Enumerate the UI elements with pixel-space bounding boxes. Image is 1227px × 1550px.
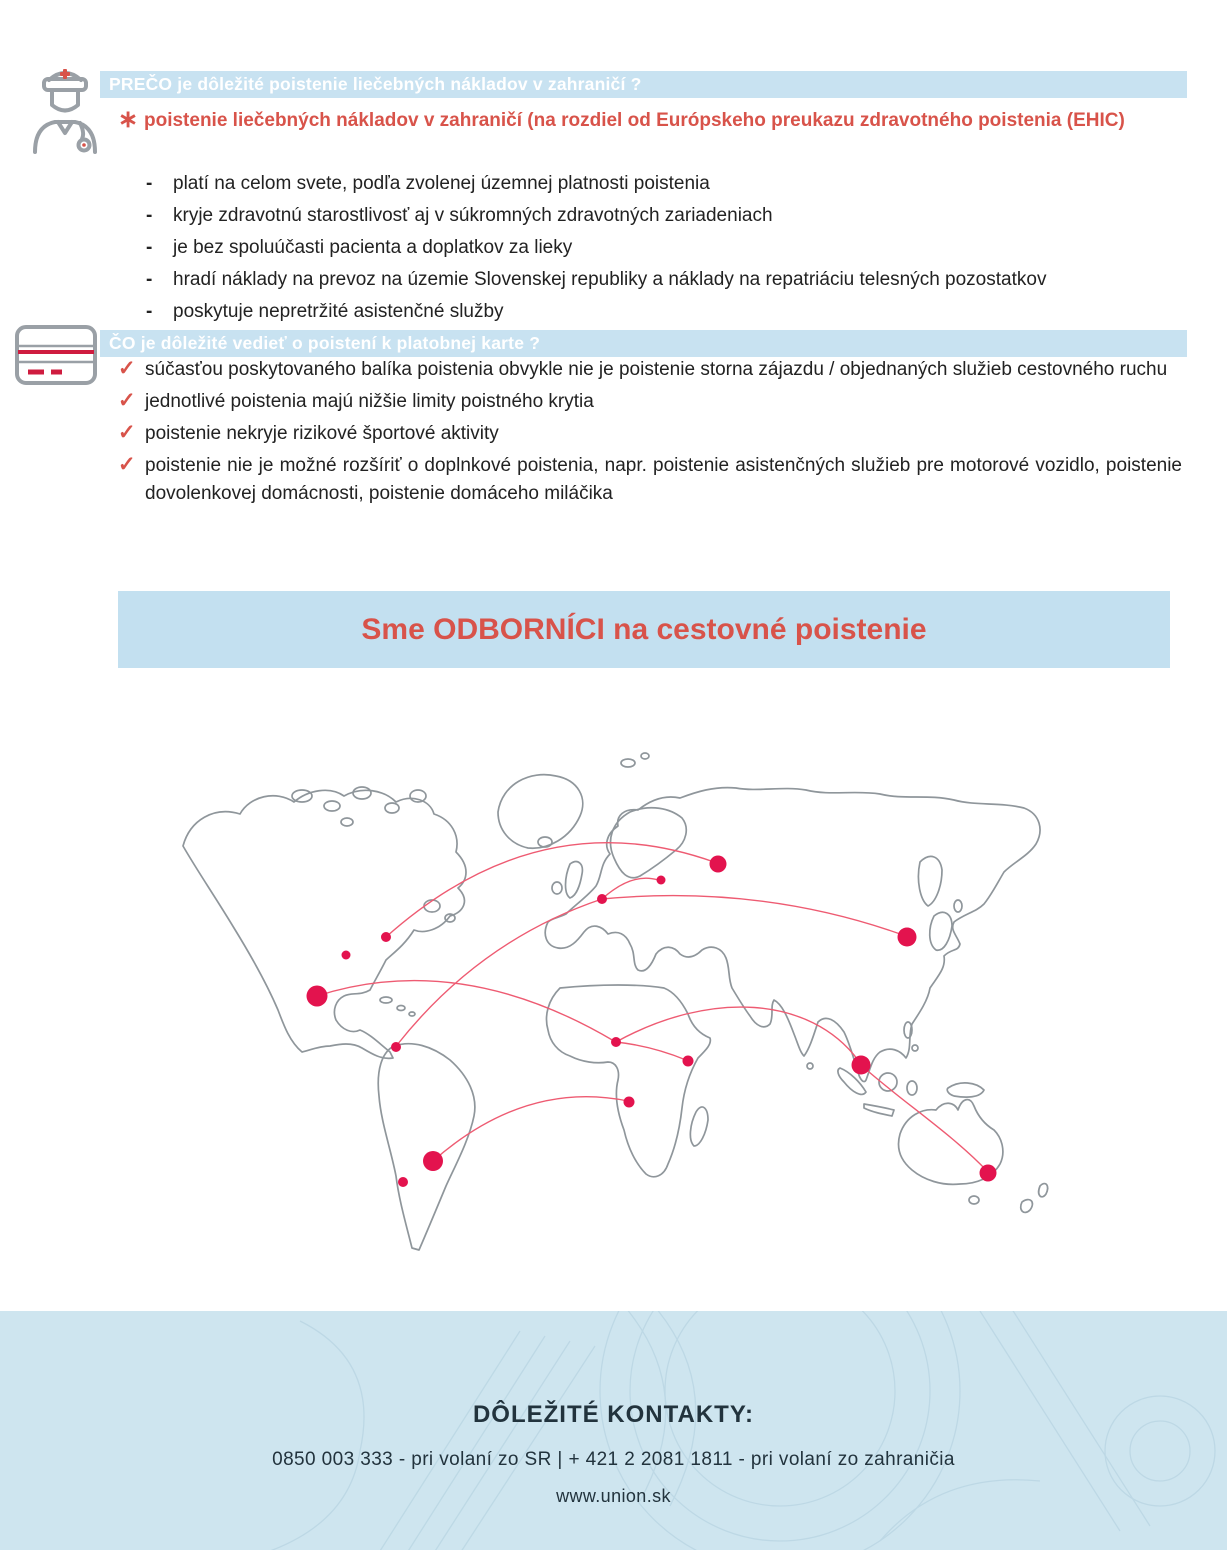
section-header-medical: PREČO je dôležité poistenie liečebných nákladov v zahraničí ? xyxy=(100,71,1187,98)
list-item xyxy=(146,296,1182,328)
destination-dots xyxy=(307,856,997,1188)
checkmark-icon: ✓ xyxy=(118,389,136,412)
medical-benefits-list xyxy=(146,168,1182,328)
section-header-card: ČO je dôležité vedieť o poistení k platobnej karte ? xyxy=(100,330,1187,357)
flight-arcs xyxy=(317,843,987,1171)
list-item xyxy=(146,232,1182,264)
destination-dot xyxy=(597,894,607,904)
destination-dot xyxy=(611,1037,621,1047)
list-item-text: kryje zdravotnú starostlivosť aj v súkromných zdravotných zariadeniach xyxy=(173,205,773,226)
asterisk-bullet-icon: ∗ xyxy=(118,106,139,133)
list-item-text: poskytuje nepretržité asistenčné služby xyxy=(173,301,504,322)
destination-dot xyxy=(980,1165,997,1182)
list-item-text: poistenie nie je možné rozšíriť o doplnkové poistenia, napr. poistenie asistenčných služieb pre motorové vozidlo, poistenie dovolenkovej domácnosti, poistenie domáceho miláčika xyxy=(145,455,1182,504)
dash-bullet-icon: - xyxy=(146,269,153,290)
medical-lead xyxy=(118,107,1182,135)
destination-dot xyxy=(307,986,328,1007)
checkmark-icon: ✓ xyxy=(118,421,136,444)
destination-dot xyxy=(624,1097,635,1108)
world-map xyxy=(150,726,1140,1271)
list-item-text: hradí náklady na prevoz na územie Slovenskej republiky a náklady na repatriáciu telesných pozostatkov xyxy=(173,269,1047,290)
list-item xyxy=(118,452,1182,508)
list-item-text: je bez spoluúčasti pacienta a doplatkov za lieky xyxy=(173,237,573,258)
footer-watermark-pattern xyxy=(0,1311,1227,1550)
credit-card-icon xyxy=(14,324,98,391)
list-item xyxy=(118,388,1182,416)
card-insurance-list xyxy=(118,356,1182,512)
footer-contacts: 0850 003 333 - pri volaní zo SR | + 421 2 2081 1811 - pri volaní zo zahraničia xyxy=(272,1449,955,1470)
checkmark-icon: ✓ xyxy=(118,357,136,380)
list-item xyxy=(118,420,1182,448)
destination-dot xyxy=(898,928,917,947)
destination-dot xyxy=(381,932,391,942)
destination-dot xyxy=(423,1151,443,1171)
destination-dot xyxy=(657,876,666,885)
dash-bullet-icon: - xyxy=(146,205,153,226)
destination-dot xyxy=(391,1042,401,1052)
medical-lead-text: poistenie liečebných nákladov v zahraničí (na rozdiel od Európskeho preukazu zdravotného poistenia (EHIC) xyxy=(144,110,1125,131)
destination-dot xyxy=(710,856,727,873)
dash-bullet-icon: - xyxy=(146,301,153,322)
list-item-text: platí na celom svete, podľa zvolenej územnej platnosti poistenia xyxy=(173,173,710,194)
list-item xyxy=(118,356,1182,384)
list-item xyxy=(146,168,1182,200)
dash-bullet-icon: - xyxy=(146,173,153,194)
dash-bullet-icon: - xyxy=(146,237,153,258)
experts-banner: Sme ODBORNÍCI na cestovné poistenie xyxy=(118,591,1170,668)
doctor-icon xyxy=(27,64,103,161)
destination-dot xyxy=(683,1056,694,1067)
list-item-text: súčasťou poskytovaného balíka poistenia obvykle nie je poistenie storna zájazdu / objednaných služieb cestovného ruchu xyxy=(145,359,1168,380)
list-item xyxy=(146,264,1182,296)
destination-dot xyxy=(342,951,351,960)
list-item-text: jednotlivé poistenia majú nižšie limity poistného krytia xyxy=(145,391,594,412)
footer-title: DÔLEŽITÉ KONTAKTY: xyxy=(472,1401,755,1428)
list-item-text: poistenie nekryje rizikové športové aktivity xyxy=(145,423,499,444)
footer xyxy=(0,1311,1227,1550)
checkmark-icon: ✓ xyxy=(118,453,136,476)
footer-website-link[interactable]: www.union.sk xyxy=(556,1486,671,1506)
list-item xyxy=(146,200,1182,232)
destination-dot xyxy=(398,1177,408,1187)
destination-dot xyxy=(852,1056,871,1075)
